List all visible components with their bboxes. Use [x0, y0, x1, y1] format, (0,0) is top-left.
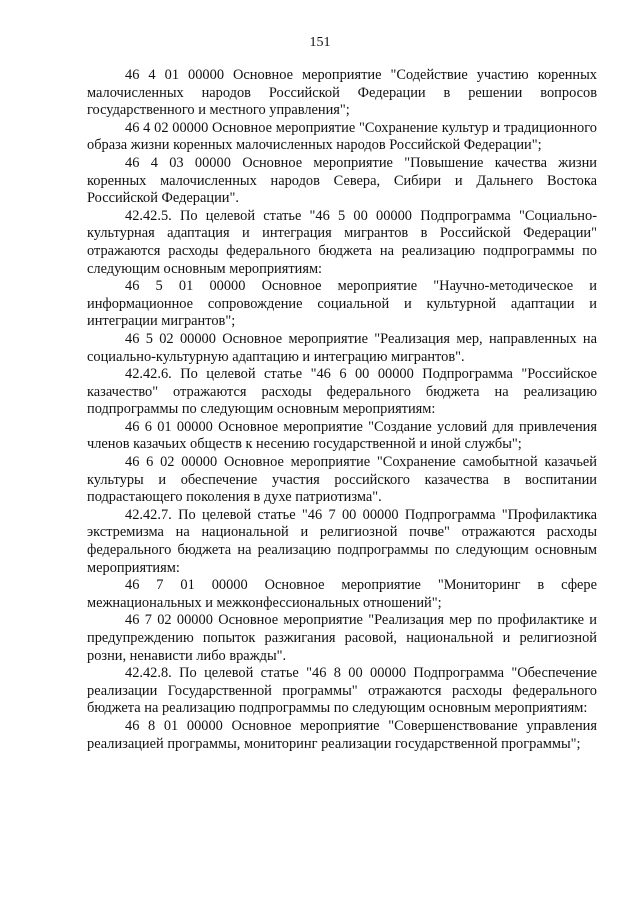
paragraph: 46 4 02 00000 Основное мероприятие "Сохранение культур и традиционного образа жизни коренных малочисленных народов Российской Федерации"; — [87, 119, 597, 154]
paragraph: 46 6 02 00000 Основное мероприятие "Сохранение самобытной казачьей культуры и обеспечение участия российского казачества в воспитании подрастающего поколения в духе патриотизма". — [87, 454, 597, 506]
paragraph: 46 7 02 00000 Основное мероприятие "Реализация мер по профилактике и предупреждению попыток разжигания расовой, национальной и религиозной розни, ненависти либо вражды". — [87, 612, 597, 664]
paragraph: 46 7 01 00000 Основное мероприятие "Мониторинг в сфере межнациональных и межконфессиональных отношений"; — [87, 577, 597, 611]
paragraph: 46 8 01 00000 Основное мероприятие "Совершенствование управления реализацией программы, мониторинг реализации государственной программы"; — [87, 717, 597, 752]
paragraph: 42.42.5. По целевой статье "46 5 00 00000 Подпрограмма "Социально-культурная адаптация и интеграция мигрантов в Российской Федерации" отражаются расходы федерального бюджета на реализацию подпрограммы по следующим основным мероприятиям: — [87, 207, 597, 277]
paragraph: 46 4 01 00000 Основное мероприятие "Содействие участию коренных малочисленных народов Российской Федерации в решении вопросов государственного и местного управления"; — [87, 67, 597, 119]
paragraph: 46 4 03 00000 Основное мероприятие "Повышение качества жизни коренных малочисленных народов Севера, Сибири и Дальнего Востока Российской Федерации". — [87, 154, 597, 207]
paragraph: 46 5 02 00000 Основное мероприятие "Реализация мер, направленных на социально-культурную адаптацию и интеграцию мигрантов". — [87, 330, 597, 365]
paragraph: 42.42.6. По целевой статье "46 6 00 00000 Подпрограмма "Российское казачество" отражаются расходы федерального бюджета на реализацию подпрограммы по следующим основным мероприятиям: — [87, 366, 597, 418]
document-body — [87, 67, 597, 753]
page-number: 151 — [309, 35, 331, 50]
paragraph: 42.42.8. По целевой статье "46 8 00 00000 Подпрограмма "Обеспечение реализации Государственной программы" отражаются расходы федерального бюджета на реализацию подпрограммы по следующим основным мероприятиям: — [87, 665, 597, 717]
paragraph: 46 5 01 00000 Основное мероприятие "Научно-методическое и информационное сопровождение социальной и культурной адаптации и интеграции мигрантов"; — [87, 278, 597, 330]
paragraph: 42.42.7. По целевой статье "46 7 00 00000 Подпрограмма "Профилактика экстремизма на национальной и религиозной почве" отражаются расходы федерального бюджета на реализацию подпрограммы по следующим основным мероприятиям: — [87, 506, 597, 576]
paragraph: 46 6 01 00000 Основное мероприятие "Создание условий для привлечения членов казачьих обществ к несению государственной и иной службы"; — [87, 418, 597, 453]
